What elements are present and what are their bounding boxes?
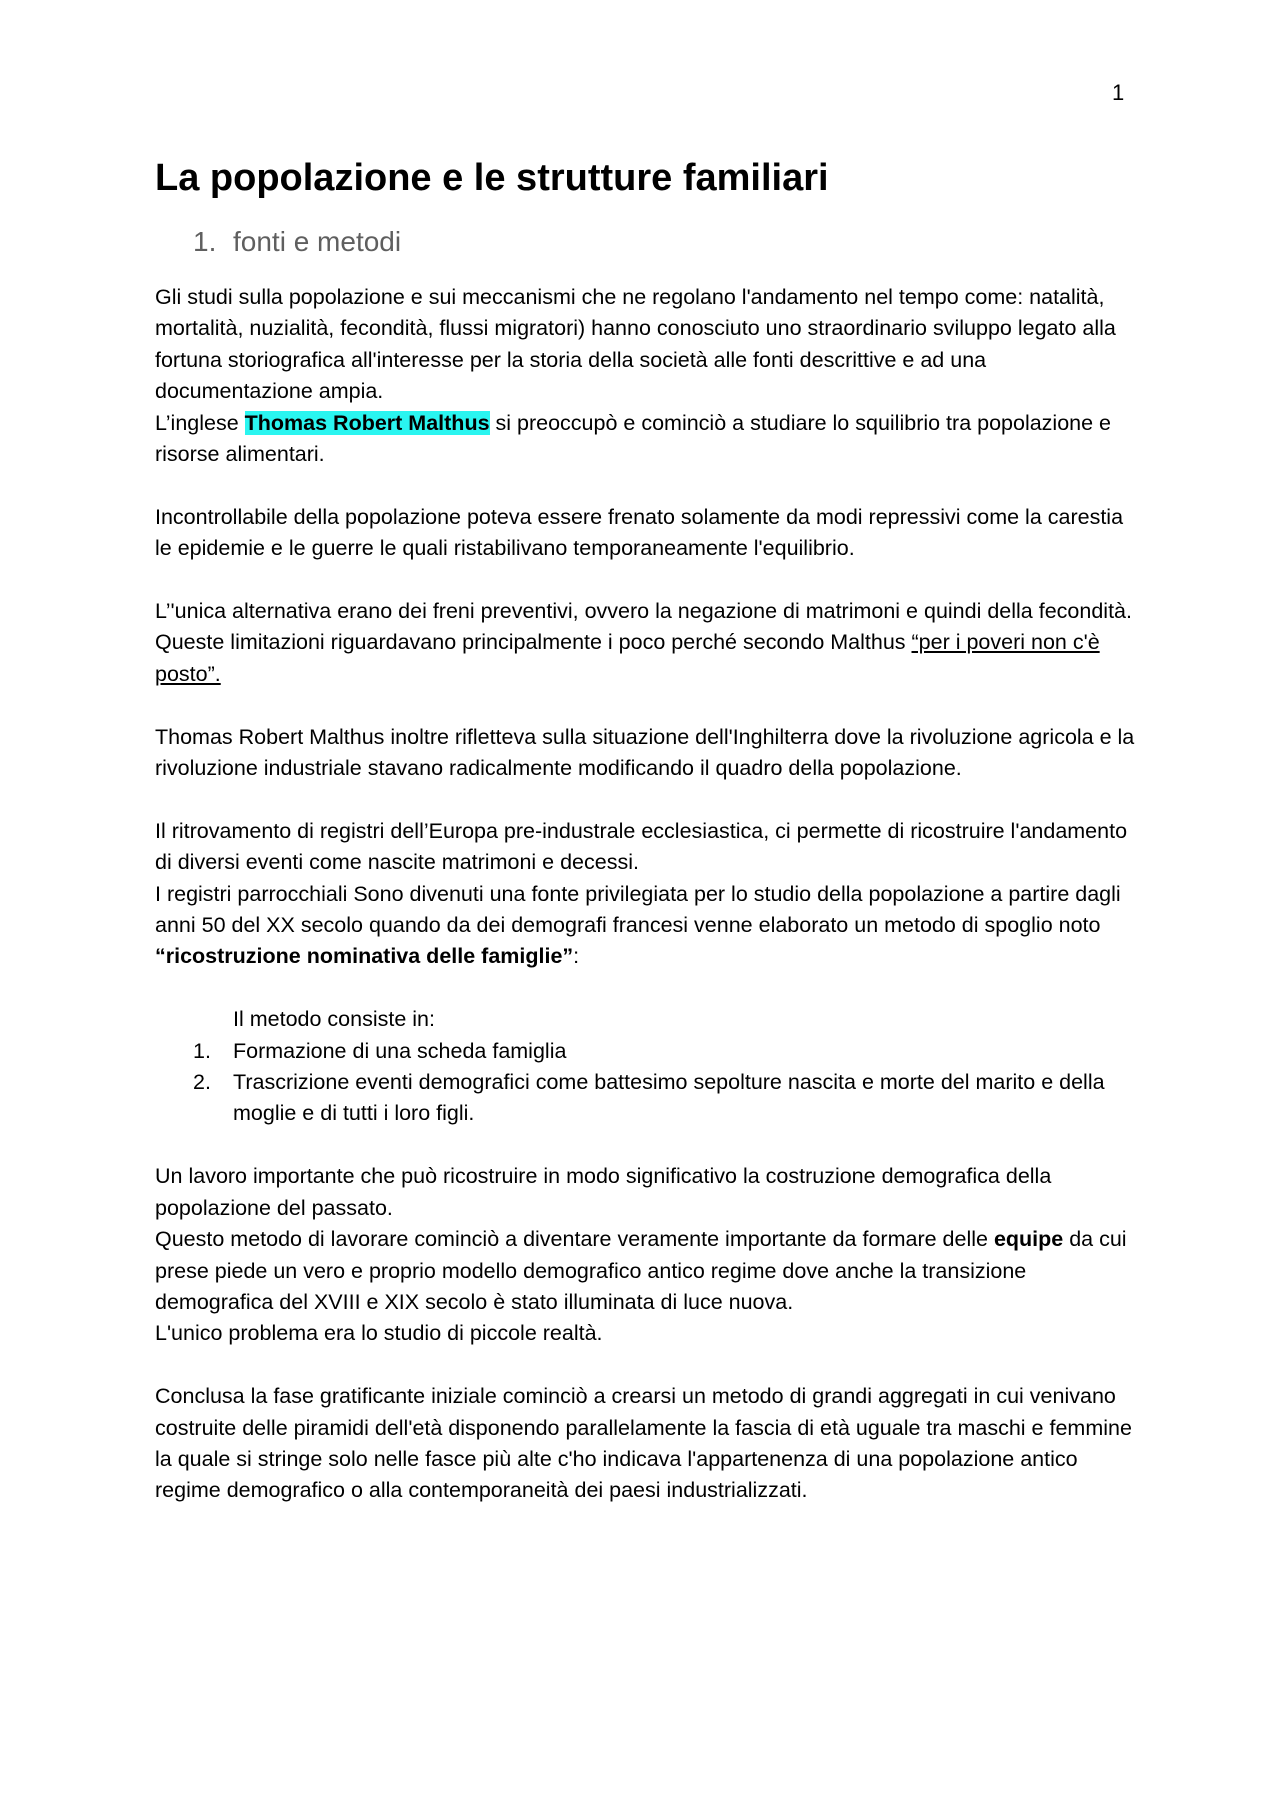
underlined-quote: “per i poveri non c'è posto”.	[155, 630, 1100, 686]
list-item: 2. Trascrizione eventi demografici come battesimo sepolture nascita e morte del marito e della moglie e di tutti i loro figli.	[193, 1070, 1105, 1126]
list-intro: Il metodo consiste in:	[233, 1007, 435, 1032]
bold-method-name: “ricostruzione nominativa delle famiglie”	[155, 944, 574, 969]
highlighted-name: Thomas Robert Malthus	[244, 410, 490, 435]
section-heading	[193, 216, 1135, 268]
method-list	[155, 1036, 1135, 1130]
paragraph-malthus: L’inglese Thomas Robert Malthus si preoccupò e cominciò a studiare lo squilibrio tra popolazione e risorse alimentari.	[155, 410, 1112, 467]
paragraph-problem: L'unico problema era lo studio di piccole realtà.	[155, 1321, 603, 1346]
paragraph-england: Thomas Robert Malthus inoltre rifletteva sulla situazione dell'Inghilterra dove la rivoluzione agricola e la rivoluzione industriale stavano radicalmente modificando il quadro della popolazione.	[155, 724, 1135, 781]
document-title: La popolazione e le strutture familiari	[155, 157, 829, 199]
paragraph-preventive-checks: L’'unica alternativa erano dei freni preventivi, ovvero la negazione di matrimoni e quindi della fecondità. Queste limitazioni riguardavano principalmente i poco perché secondo Malthus “per i poveri non c'è posto”.	[155, 599, 1132, 686]
paragraph-aggregates: Conclusa la fase gratificante iniziale cominciò a crearsi un metodo di grandi aggregati in cui venivano costruite delle piramidi dell'età disponendo parallelamente la fascia di età uguale tra maschi e femmine la quale si stringe solo nelle fasce più alte c'ho indicava l'appartenenza di una popolazione antico regime demografico o alla contemporaneità dei paesi industrializzati.	[155, 1384, 1132, 1503]
paragraph-parish-registers: I registri parrocchiali Sono divenuti una fonte privilegiata per lo studio della popolazione a partire dagli anni 50 del XX secolo quando da dei demografi francesi venne elaborato un metodo di spoglio noto “ricostruzione nominativa delle famiglie”:	[155, 881, 1121, 969]
section-number: 1.	[193, 226, 217, 257]
list-item: 1. Formazione di una scheda famiglia	[193, 1038, 567, 1063]
paragraph-important-work: Un lavoro importante che può ricostruire in modo significativo la costruzione demografica della popolazione del passato.	[155, 1164, 1052, 1220]
paragraph-intro: Gli studi sulla popolazione e sui meccanismi che ne regolano l'andamento nel tempo come: natalità, mortalità, nuzialità, fecondità, flussi migratori) hanno conosciuto uno straordinario sviluppo legato alla fortuna storiografica all'interesse per la storia della società alle fonti descrittive e ad una documentazione ampia.	[155, 285, 1116, 404]
document-body	[155, 150, 1135, 1507]
paragraph-registers: Il ritrovamento di registri dell’Europa pre-industrale ecclesiastica, ci permette di ricostruire l'andamento di diversi eventi come nascite matrimoni e decessi.	[155, 818, 1128, 875]
paragraph-equipe: Questo metodo di lavorare cominciò a diventare veramente importante da formare delle equipe da cui prese piede un vero e proprio modello demografico antico regime dove anche la transizione demografica del XVIII e XIX secolo è stato illuminata di luce nuova.	[155, 1227, 1127, 1314]
page-number: 1	[1112, 80, 1125, 105]
bold-equipe: equipe	[993, 1227, 1064, 1252]
section-title: fonti e metodi	[233, 226, 402, 257]
paragraph-repressive-checks: Incontrollabile della popolazione poteva essere frenato solamente da modi repressivi come la carestia le epidemie e le guerre le quali ristabilivano temporaneamente l'equilibrio.	[155, 504, 1124, 561]
